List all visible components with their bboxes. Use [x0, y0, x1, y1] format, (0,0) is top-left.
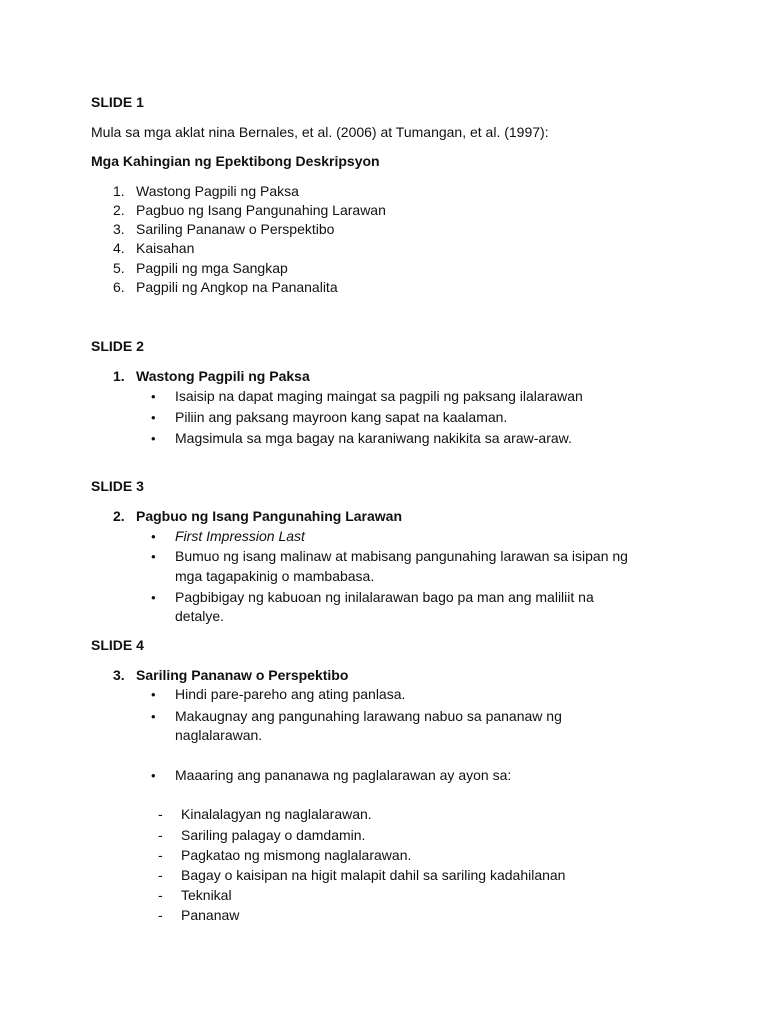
slide1-heading: SLIDE 1: [91, 94, 144, 110]
dash-list-item: Pananaw: [181, 907, 240, 923]
list-item: Pagpili ng mga Sangkap: [136, 260, 288, 276]
list-item-number: 2.: [113, 202, 125, 218]
dash-marker: -: [158, 887, 163, 903]
section-number: 3.: [113, 667, 125, 683]
dash-marker: -: [158, 907, 163, 923]
list-item-number: 4.: [113, 240, 125, 256]
section-title: Pagbuo ng Isang Pangunahing Larawan: [136, 508, 403, 524]
section-number: 1.: [113, 368, 125, 384]
list-item-number: 6.: [113, 279, 125, 295]
list-item: Pagbuo ng Isang Pangunahing Larawan: [136, 202, 386, 218]
bullet-icon: •: [151, 549, 156, 564]
section-number: 2.: [113, 508, 125, 524]
bullet-icon: •: [151, 389, 156, 404]
bullet-icon: •: [151, 709, 156, 724]
slide2-heading: SLIDE 2: [91, 338, 144, 354]
dash-marker: -: [158, 867, 163, 883]
bullet-item: Makaugnay ang pangunahing larawang nabuo sa pananaw ng: [175, 708, 562, 724]
bullet-item: Isaisip na dapat maging maingat sa pagpili ng paksang ilalarawan: [175, 388, 583, 404]
bullet-icon: •: [151, 590, 156, 605]
bullet-item: First Impression Last: [175, 528, 305, 544]
bullet-item: Hindi pare-pareho ang ating panlasa.: [175, 686, 406, 702]
section-title: Wastong Pagpili ng Paksa: [136, 368, 310, 384]
dash-list-item: Pagkatao ng mismong naglalarawan.: [181, 847, 412, 863]
list-item-number: 5.: [113, 260, 125, 276]
bullet-item-continuation: detalye.: [175, 608, 225, 624]
bullet-item-continuation: naglalarawan.: [175, 727, 263, 743]
bullet-item-continuation: mga tagapakinig o mambabasa.: [175, 568, 375, 584]
bullet-icon: •: [151, 687, 156, 702]
bullet-icon: •: [151, 768, 156, 783]
bullet-item: Maaaring ang pananawa ng paglalarawan ay ayon sa:: [175, 767, 512, 783]
list-item-number: 1.: [113, 183, 125, 199]
slide3-heading: SLIDE 3: [91, 478, 144, 494]
slide1-subtitle: Mga Kahingian ng Epektibong Deskripsyon: [91, 153, 380, 169]
bullet-icon: •: [151, 410, 156, 425]
dash-list-item: Sariling palagay o damdamin.: [181, 827, 366, 843]
slide4-heading: SLIDE 4: [91, 637, 144, 653]
list-item: Wastong Pagpili ng Paksa: [136, 183, 299, 199]
dash-list-item: Bagay o kaisipan na higit malapit dahil sa sariling kadahilanan: [181, 867, 566, 883]
bullet-icon: •: [151, 431, 156, 446]
bullet-item: Bumuo ng isang malinaw at mabisang pangunahing larawan sa isipan ng: [175, 548, 628, 564]
dash-list-item: Teknikal: [181, 887, 232, 903]
dash-list-item: Kinalalagyan ng naglalarawan.: [181, 806, 372, 822]
dash-marker: -: [158, 847, 163, 863]
bullet-item: Piliin ang paksang mayroon kang sapat na kaalaman.: [175, 409, 508, 425]
slide1-source-text: Mula sa mga aklat nina Bernales, et al. (2006) at Tumangan, et al. (1997):: [91, 124, 549, 140]
bullet-item: Pagbibigay ng kabuoan ng inilalarawan bago pa man ang maliliit na: [175, 589, 594, 605]
bullet-icon: •: [151, 529, 156, 544]
section-title: Sariling Pananaw o Perspektibo: [136, 667, 349, 683]
list-item: Pagpili ng Angkop na Pananalita: [136, 279, 338, 295]
list-item: Sariling Pananaw o Perspektibo: [136, 221, 335, 237]
list-item: Kaisahan: [136, 240, 195, 256]
list-item-number: 3.: [113, 221, 125, 237]
bullet-item: Magsimula sa mga bagay na karaniwang nakikita sa araw-araw.: [175, 430, 572, 446]
dash-marker: -: [158, 806, 163, 822]
dash-marker: -: [158, 827, 163, 843]
